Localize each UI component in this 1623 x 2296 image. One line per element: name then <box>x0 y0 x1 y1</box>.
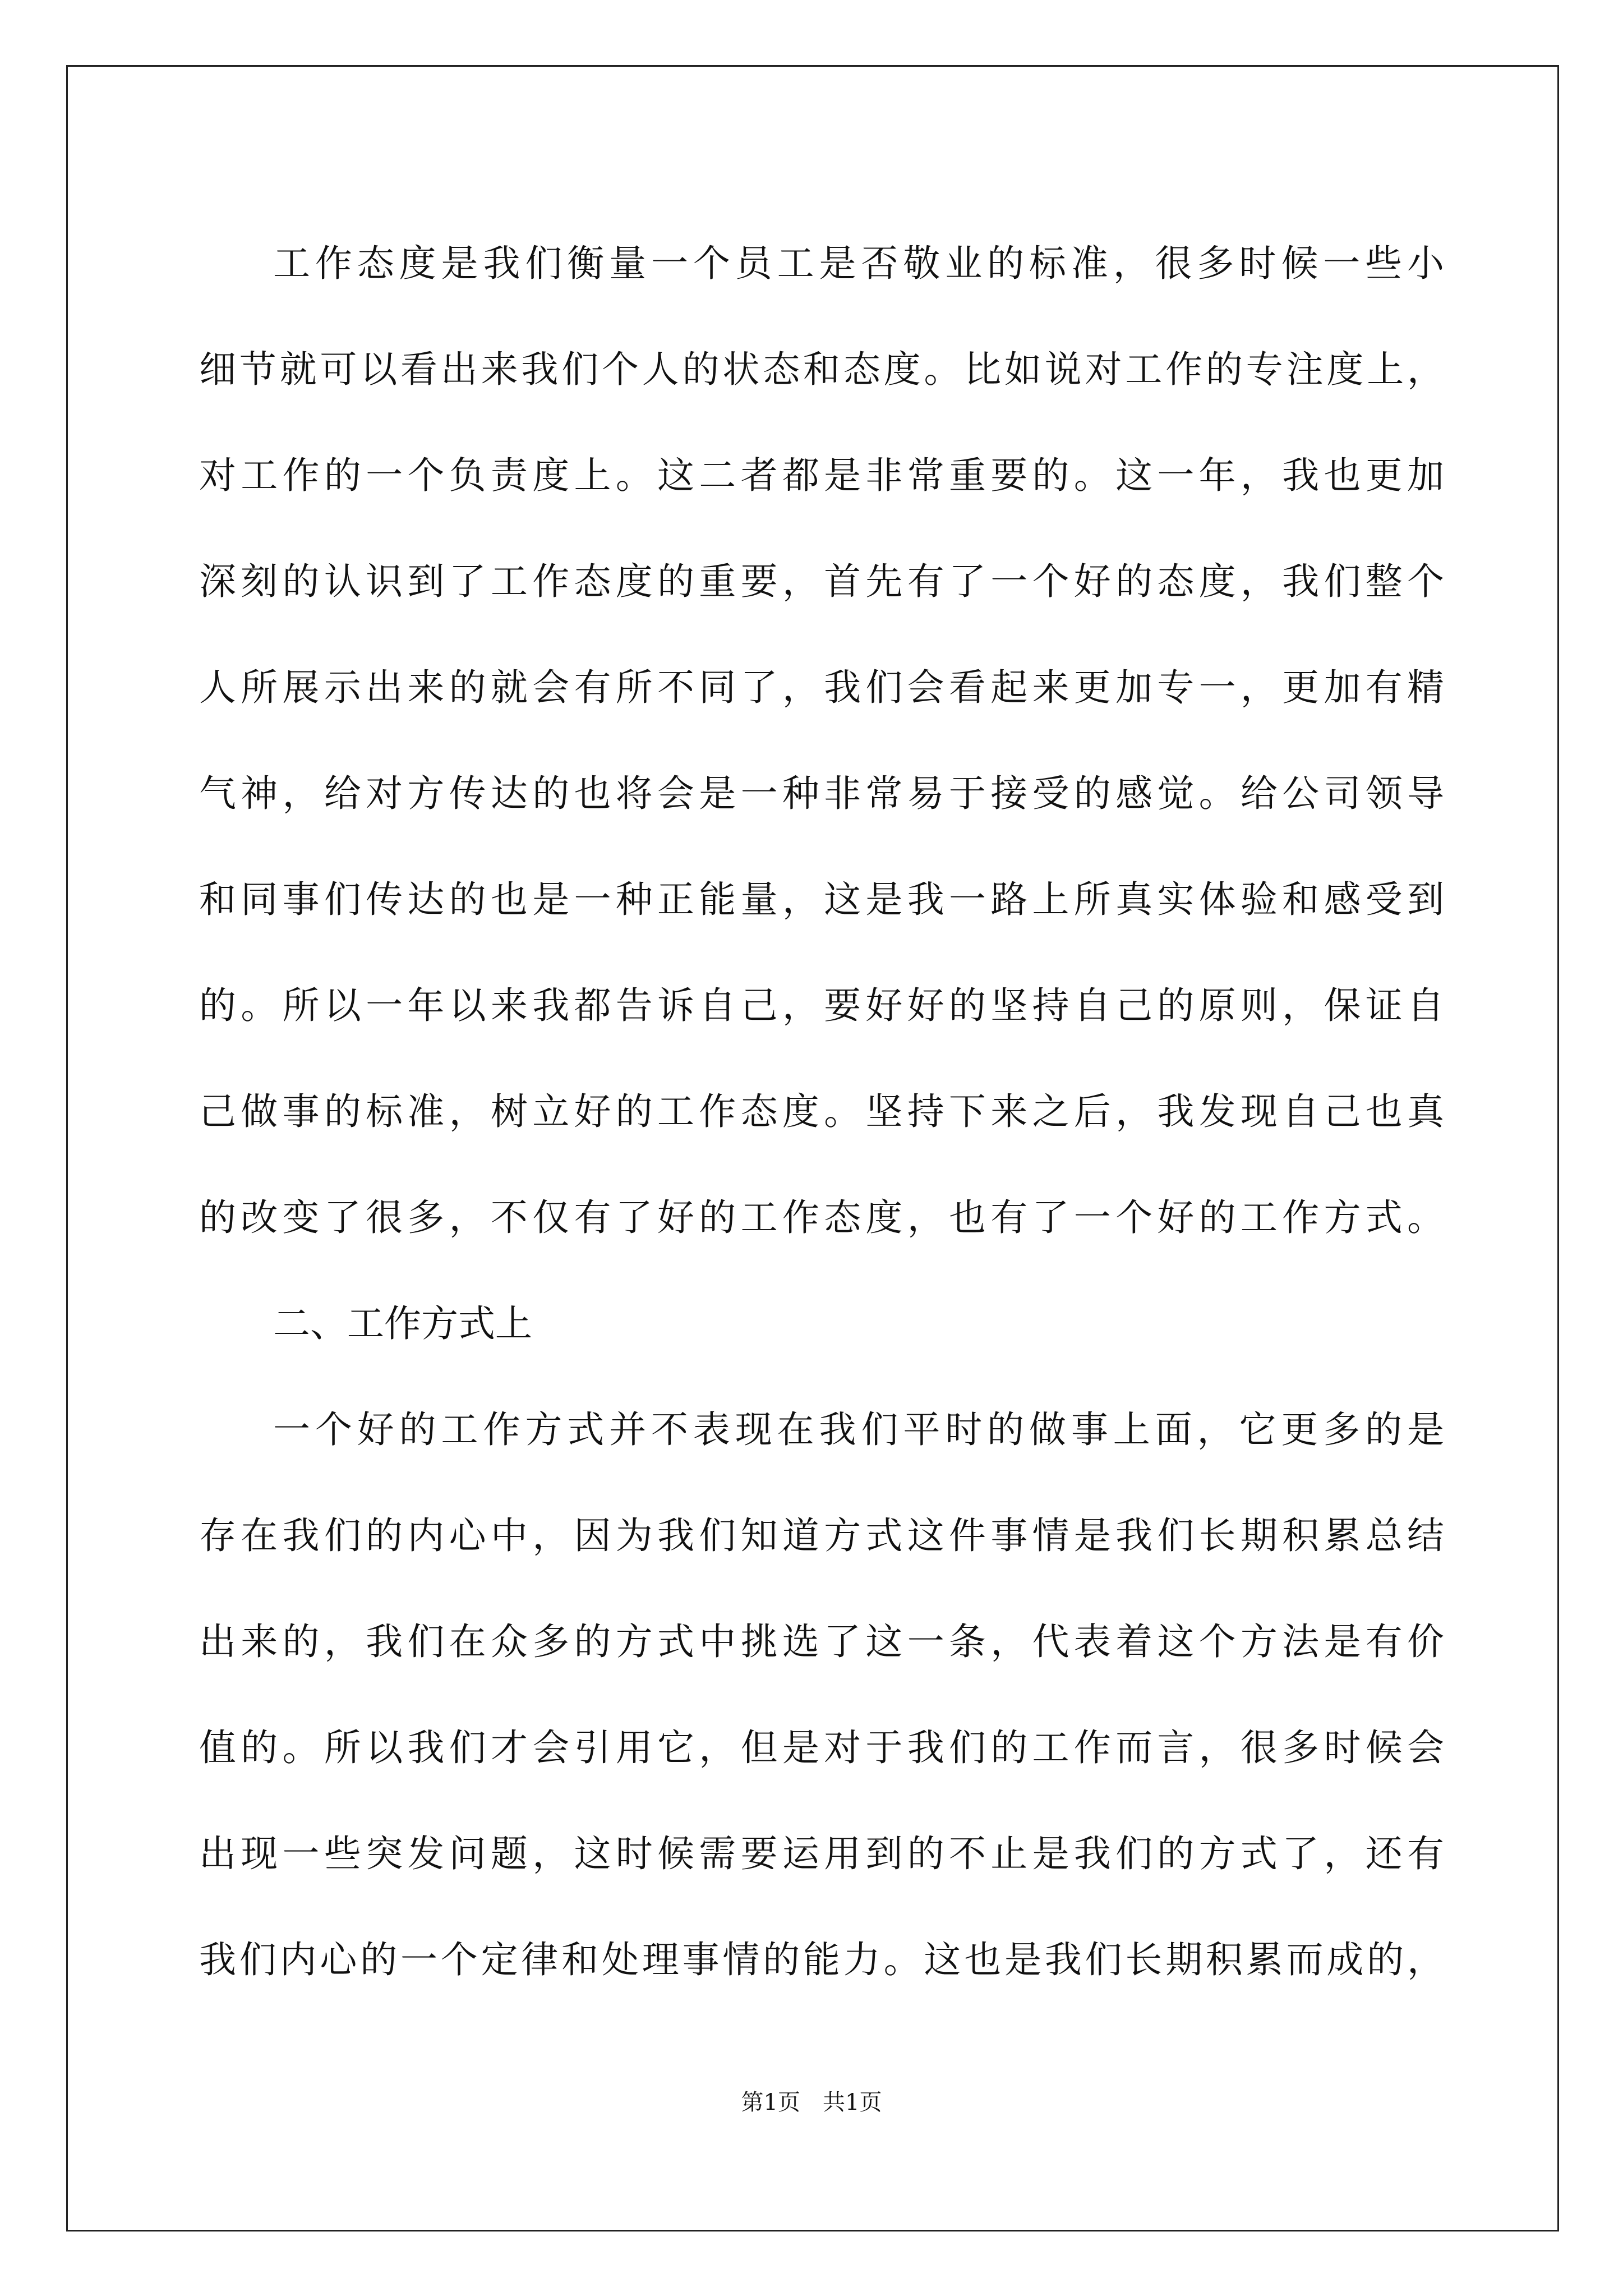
text-line: 出来的，我们在众多的方式中挑选了这一条，代表着这个方法是有价 <box>199 1620 1444 1663</box>
paragraph-work-method <box>199 1377 1444 2013</box>
section-heading-text: 二、工作方式上 <box>273 1302 532 1345</box>
text-line: 值的。所以我们才会引用它，但是对于我们的工作而言，很多时候会 <box>199 1726 1444 1769</box>
text-line: 深刻的认识到了工作态度的重要，首先有了一个好的态度，我们整个 <box>199 560 1444 603</box>
paragraph-work-attitude <box>199 210 1444 1271</box>
document-body <box>199 210 1444 2013</box>
text-line: 气神，给对方传达的也将会是一种非常易于接受的感觉。给公司领导 <box>199 772 1444 815</box>
text-line: 和同事们传达的也是一种正能量，这是我一路上所真实体验和感受到 <box>199 878 1444 921</box>
text-line: 工作态度是我们衡量一个员工是否敬业的标准，很多时候一些小 <box>273 242 1444 285</box>
page-number-footer: 第1页 共1页 <box>741 2090 882 2115</box>
section-heading <box>199 1271 1444 1377</box>
text-line: 对工作的一个负责度上。这二者都是非常重要的。这一年，我也更加 <box>199 454 1444 497</box>
text-line: 己做事的标准，树立好的工作态度。坚持下来之后，我发现自己也真 <box>199 1090 1444 1133</box>
text-line: 出现一些突发问题，这时候需要运用到的不止是我们的方式了，还有 <box>199 1832 1444 1875</box>
text-line: 细节就可以看出来我们个人的状态和态度。比如说对工作的专注度上， <box>199 348 1444 391</box>
text-line: 我们内心的一个定律和处理事情的能力。这也是我们长期积累而成的， <box>199 1938 1444 1981</box>
text-line: 人所展示出来的就会有所不同了，我们会看起来更加专一，更加有精 <box>199 666 1444 709</box>
text-line: 的。所以一年以来我都告诉自己，要好好的坚持自己的原则，保证自 <box>199 984 1444 1027</box>
text-line: 一个好的工作方式并不表现在我们平时的做事上面，它更多的是 <box>273 1408 1444 1451</box>
text-line: 存在我们的内心中，因为我们知道方式这件事情是我们长期积累总结 <box>199 1514 1444 1557</box>
text-line: 的改变了很多，不仅有了好的工作态度，也有了一个好的工作方式。 <box>199 1196 1444 1239</box>
